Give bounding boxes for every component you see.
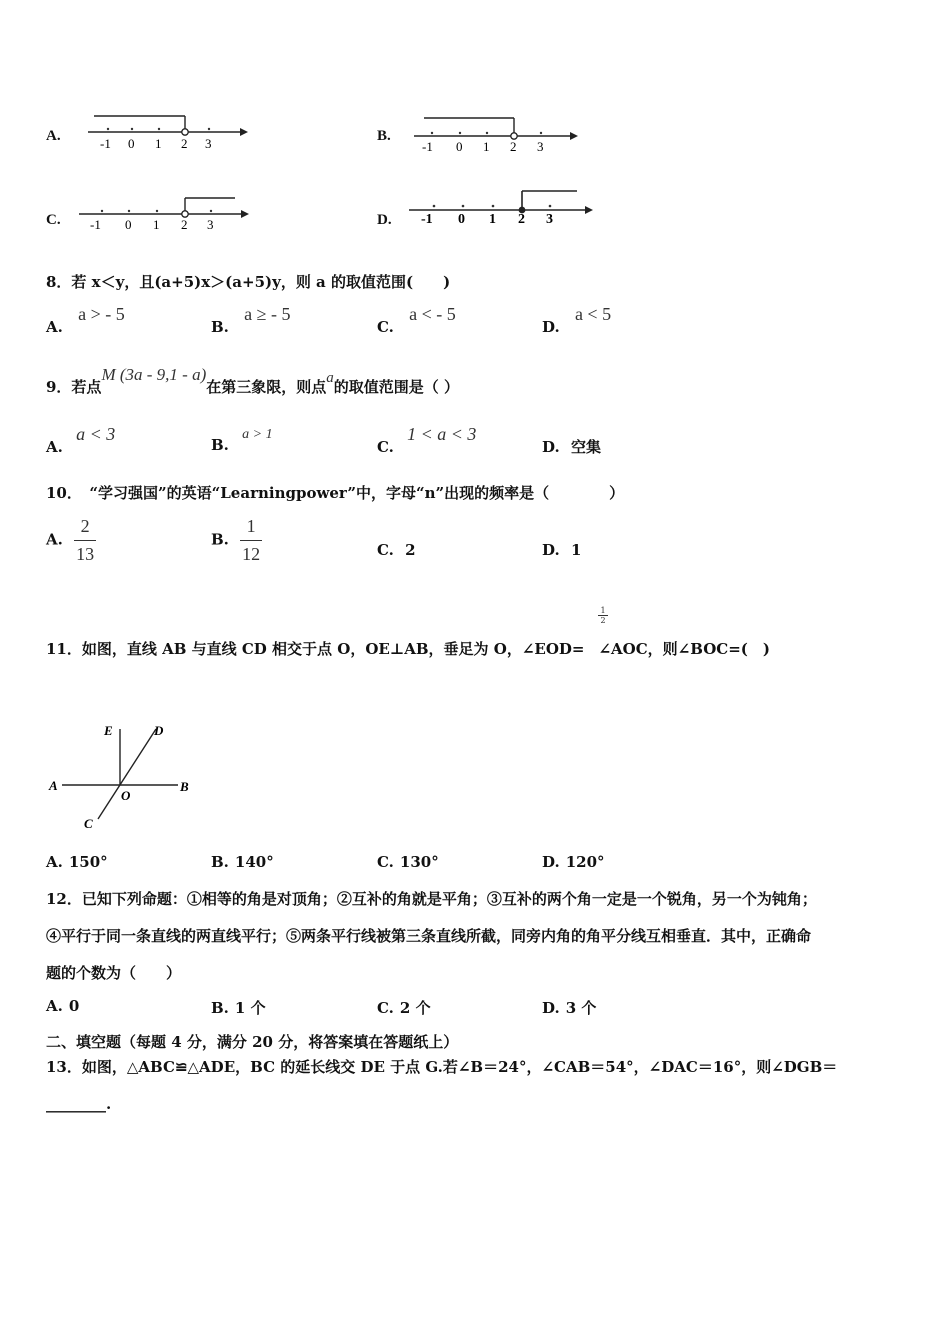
option-text: 120° [565,853,605,871]
tick-label: 1 [153,217,160,232]
tick-label: -1 [90,217,101,232]
q10-option-a [46,516,96,565]
q7-option-a-number-line [80,108,250,153]
fraction-denominator: 13 [76,544,95,564]
option-text: 3 个 [565,999,597,1017]
label-c: C [84,816,93,831]
option-text: 2 个 [399,999,431,1017]
option-letter: C. [377,318,394,336]
tick-label: 1 [483,139,490,154]
option-letter: C. [377,541,394,559]
q12-option-c [377,997,431,1018]
option-letter: A. [46,997,63,1015]
q11-option-c [377,853,439,871]
option-text: 140° [234,853,274,871]
q9-stem-mid: 在第三象限，则点 [206,378,327,396]
option-letter: B. [211,318,229,336]
q12-line-2: ④平行于同一条直线的两直线平行；⑤两条平行线被第三条直线所截，同旁内角的角平分线互相垂直．其中，正确命 [46,927,812,945]
fraction-numerator: 1 [246,516,256,536]
q8-option-c [377,304,456,337]
option-text: 1 个 [234,999,266,1017]
option-letter: B. [211,436,229,454]
tick-label: 2 [518,212,525,227]
q7-option-b-letter: B. [377,128,391,144]
q12-line-3: 题的个数为（ ） [46,964,182,982]
q10-option-b [211,516,262,565]
q10-stem: 10． “学习强国”的英语“Learningpower”中，字母“n”出现的频率是（ ） [46,484,625,502]
option-letter: D. [542,438,560,456]
q7-option-d-number-line [405,186,600,234]
tick-label: 1 [155,136,162,151]
tick-label: 3 [207,217,214,232]
option-text: 2 [405,541,416,559]
label-d: D [154,723,164,738]
q9-stem [46,365,459,397]
q7-option-b-number-line [410,110,585,155]
fraction-denominator: 2 [600,616,606,625]
option-text: a ≥ - 5 [244,304,291,324]
tick-label: 0 [125,217,132,232]
tick-label: -1 [422,139,433,154]
tick-label: 0 [128,136,135,151]
q9-stem-prefix: 9．若点 [46,378,102,396]
q11-figure [40,715,210,835]
q9-option-b [211,427,273,455]
q11-fraction [598,606,608,625]
option-letter: C. [377,999,394,1017]
option-text: a > - 5 [78,304,125,324]
option-text: a > 1 [242,427,273,442]
q10-option-d [542,541,581,559]
q9-option-d [542,436,601,457]
q8-stem: 8．若 x＜y，且(a+5)x＞(a+5)y，则 a 的取值范围( ) [46,273,451,291]
q8-option-d [542,304,612,337]
label-b: B [180,779,189,794]
fraction-numerator: 1 [600,606,606,615]
q9-var: a [326,370,334,386]
option-text: 150° [68,853,108,871]
q11-stem-a: 11．如图，直线 AB 与直线 CD 相交于点 O，OE⊥AB，垂足为 O，∠EOD= [46,640,585,658]
option-text: 0 [68,997,80,1015]
q7-option-a-letter: A. [46,128,61,144]
label-a: A [49,778,58,793]
q12-option-d [542,997,596,1018]
line-cd [98,729,156,819]
option-text: a < 5 [574,304,612,324]
label-o: O [121,788,131,803]
option-text: 1 < a < 3 [407,424,477,444]
option-text: 空集 [570,438,601,456]
q11-stem [46,638,770,659]
option-letter: A. [46,318,63,336]
tick-label: 3 [537,139,544,154]
tick-label: 3 [205,136,212,151]
option-letter: B. [211,530,229,549]
option-letter: D. [542,853,560,871]
option-letter: B. [211,853,229,871]
option-letter: A. [46,853,63,871]
option-text: 1 [570,541,582,559]
q10-option-c [377,541,416,559]
q8-option-b [211,304,291,337]
q7-option-c-letter: C. [46,212,61,228]
fraction-denominator: 12 [242,544,261,564]
q12-line-1: 12．已知下列命题：①相等的角是对顶角；②互补的角就是平角；③互补的两个角一定是一个锐角，另一个为钝角； [46,890,817,908]
q11-option-b [211,853,274,871]
q9-stem-suffix: 的取值范围是（ ） [333,378,459,396]
option-letter: A. [46,438,63,456]
tick-label: -1 [100,136,111,151]
tick-label: -1 [421,212,433,227]
q9-option-a [46,424,116,457]
label-e: E [104,723,113,738]
q8-option-a [46,304,125,337]
q12-option-b [211,997,266,1018]
option-letter: A. [46,530,63,549]
q7-option-d-letter: D. [377,212,392,228]
q11-stem-b: ∠AOC，则∠BOC=( ) [598,640,770,658]
option-letter: D. [542,999,560,1017]
fraction [74,516,96,565]
tick-label: 0 [458,212,465,227]
section-2-title: 二、填空题（每题 4 分，满分 20 分，将答案填在答题纸上） [46,1033,459,1051]
fraction-numerator: 2 [80,516,90,536]
q7-option-c-number-line [75,190,255,235]
option-letter: D. [542,318,560,336]
q9-option-c [377,424,477,457]
option-text: a < - 5 [409,304,456,324]
option-letter: D. [542,541,560,559]
q13-answer-blank[interactable]: ________. [46,1095,112,1113]
tick-label: 2 [181,136,188,151]
fraction [240,516,262,565]
option-letter: C. [377,438,394,456]
tick-label: 3 [546,212,553,227]
q11-option-a [46,853,108,871]
option-text: 130° [399,853,439,871]
option-text: a < 3 [76,424,116,444]
q12-option-a [46,997,79,1015]
option-letter: C. [377,853,394,871]
tick-label: 0 [456,139,463,154]
q13-stem: 13．如图，△ABC≌△ADE，BC 的延长线交 DE 于点 G.若∠B＝24°，∠CAB＝54°，∠DAC＝16°，则∠DGB＝ [46,1058,838,1076]
q11-option-d [542,853,605,871]
tick-label: 1 [489,212,496,227]
tick-label: 2 [181,217,188,232]
tick-label: 2 [510,139,517,154]
option-letter: B. [211,999,229,1017]
q9-point: M (3a - 9,1 - a) [101,365,207,384]
